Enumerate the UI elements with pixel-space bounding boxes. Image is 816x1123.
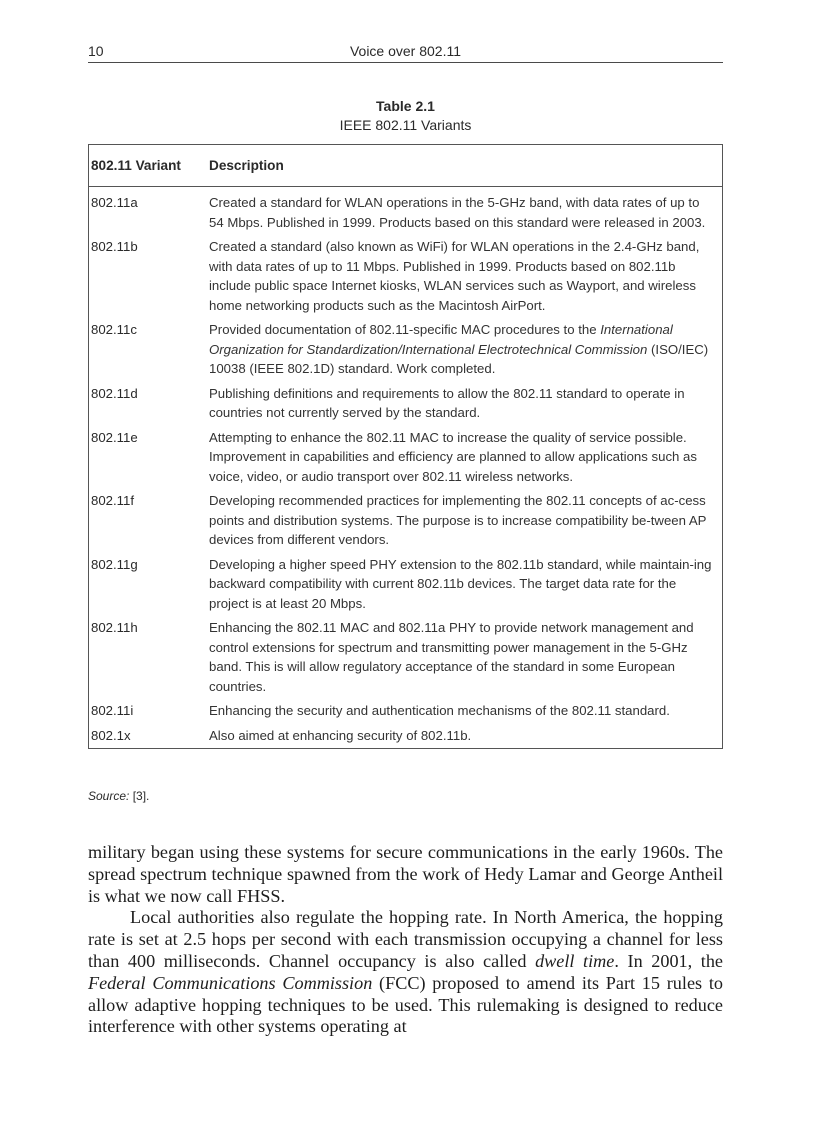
body-paragraph-1: military began using these systems for secure communications in the early 1960s. The spread spectrum technique spawned from the work of Hedy Lamar and George Antheil is what we now call FHSS. (88, 842, 723, 906)
table-row (89, 237, 722, 315)
column-header-variant: 802.11 Variant (91, 157, 181, 173)
source-value: [3]. (129, 789, 150, 803)
column-header-description: Description (209, 157, 284, 173)
text-run: Local authorities also regulate the hopping rate. In North America, the hopping rate is set at 2.5 hops per second with each transmission occupying a channel for less than 400 milliseconds. Channel occupancy is also called (88, 907, 723, 971)
variant-cell: 802.11d (91, 385, 138, 401)
variant-cell: 802.11a (91, 195, 138, 210)
variant-cell: 802.11g (91, 556, 138, 572)
description-cell: Publishing definitions and requirements to allow the 802.11 standard to operate in countries not currently served by the standard. (209, 385, 685, 420)
body-text (88, 842, 723, 1038)
description-cell: Created a standard (also known as WiFi) for WLAN operations in the 2.4-GHz band, with data rates of up to 11 Mbps. Published in 1999. Products based on 802.11b include public space Internet kiosks, WLAN services such as Wayport, and wireless home networking products such as the Macintosh AirPort. (209, 239, 700, 313)
description-cell: Also aimed at enhancing security of 802.11b. (209, 727, 472, 743)
italic-text-run: Federal Communications Commission (88, 972, 373, 993)
table-caption (88, 97, 723, 135)
text-run: (FCC) proposed to amend its Part 15 rules to allow adaptive hopping techniques to be used. This rulemaking is designed to reduce interference with other systems operating at (88, 972, 723, 1037)
table-row (89, 193, 722, 232)
text-run: . In 2001, the (614, 950, 723, 971)
variant-cell: 802.11h (91, 620, 138, 635)
text-run: Provided documentation of 802.11-specific MAC procedures to the (209, 322, 601, 337)
description-cell: Enhancing the 802.11 MAC and 802.11a PHY to provide network management and control extensions for spectrum and transmitting power management in the 5-GHz band. This is will allow regulatory acceptance of the standard in some European countries. (209, 620, 694, 694)
body-paragraph-2 (88, 907, 723, 1038)
table-row (89, 384, 722, 423)
description-cell (209, 320, 722, 379)
page-number: 10 (88, 43, 104, 59)
source-label: Source: (88, 789, 130, 803)
table-row (89, 428, 722, 487)
variant-cell: 802.11b (91, 239, 138, 254)
table-body (89, 187, 722, 748)
description-cell: Attempting to enhance the 802.11 MAC to increase the quality of service possible. Improvement in capabilities and efficiency are planned to allow applications such as voice, video, or audio transport over 802.11 wireless networks. (209, 429, 697, 484)
variant-cell: 802.11f (91, 493, 135, 508)
table-row (89, 320, 722, 379)
variants-table (88, 144, 723, 749)
table-row (89, 618, 722, 696)
running-title: Voice over 802.11 (349, 43, 462, 59)
table-row (89, 491, 722, 550)
variant-cell: 802.11i (91, 703, 134, 718)
table-row (89, 701, 722, 721)
table-row (89, 555, 722, 614)
italic-text-run: International Organization for Standardization/International Electrotechnical Commission (209, 322, 673, 357)
variant-cell: 802.1x (91, 727, 131, 743)
variant-cell: 802.11e (91, 429, 138, 445)
page-header (88, 40, 723, 63)
description-cell: Developing a higher speed PHY extension to the 802.11b standard, while maintain-ing backward compatibility with current 802.11b devices. The target data rate for the project is at least 20 Mbps. (209, 556, 712, 611)
text-run: (ISO/IEC) 10038 (IEEE 802.1D) standard. Work completed. (209, 341, 709, 376)
table-number: Table 2.1 (376, 98, 435, 114)
italic-text-run: dwell time (535, 950, 615, 971)
table-title: IEEE 802.11 Variants (339, 117, 472, 133)
description-cell: Developing recommended practices for implementing the 802.11 concepts of ac-cess points and distribution systems. The purpose is to increase compatibility be-tween AP devices from different vendors. (209, 493, 707, 547)
description-cell: Created a standard for WLAN operations in the 5-GHz band, with data rates of up to 54 Mbps. Published in 1999. Products based on this standard were released in 2003. (209, 195, 706, 230)
description-cell: Enhancing the security and authentication mechanisms of the 802.11 standard. (209, 703, 670, 718)
table-header-row (89, 145, 722, 187)
variant-cell: 802.11c (91, 322, 137, 337)
table-source-note (88, 789, 149, 803)
table-row (89, 726, 722, 746)
